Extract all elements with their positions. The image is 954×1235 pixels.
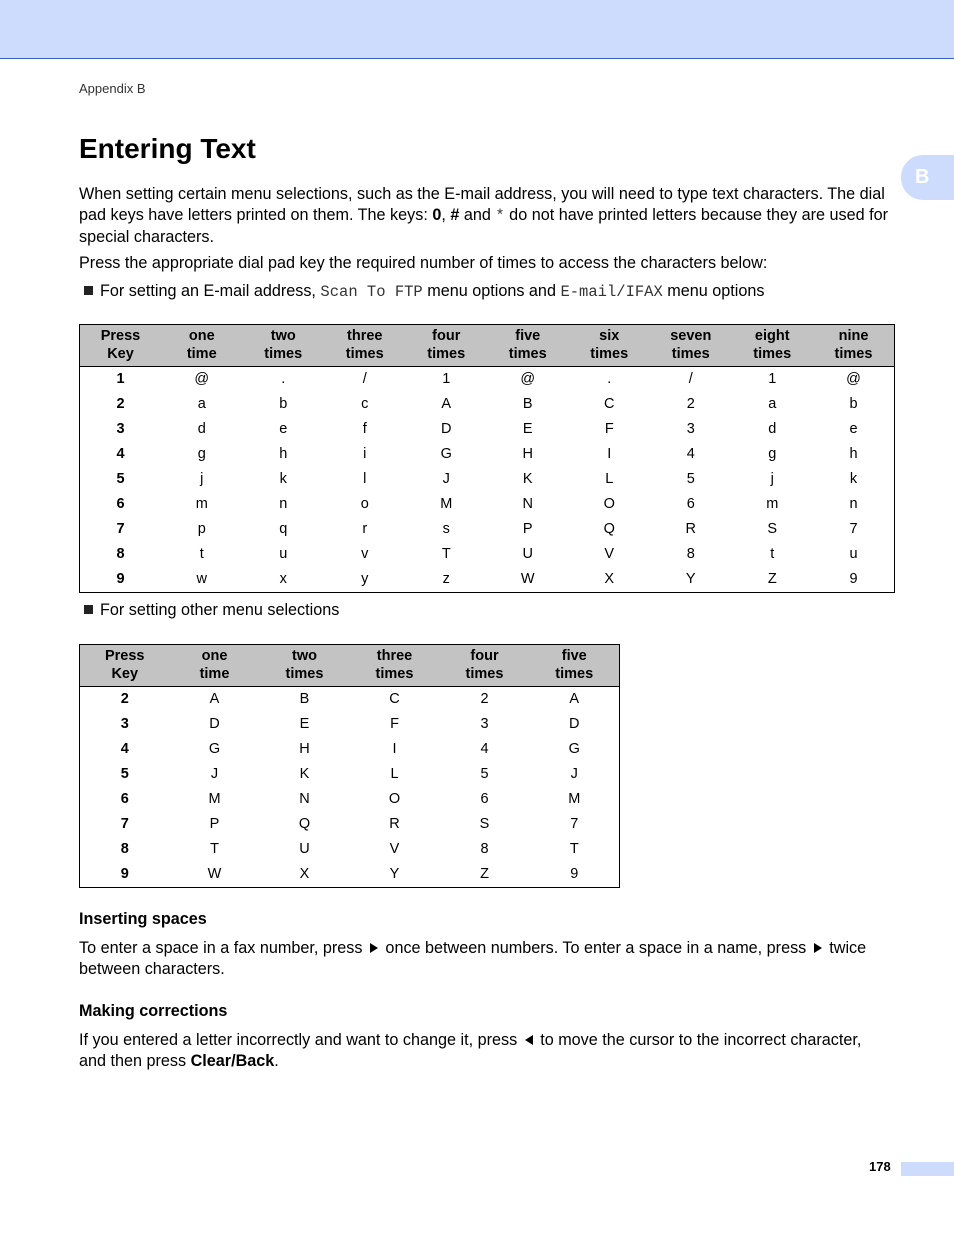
- key-0: 0: [432, 205, 442, 224]
- right-arrow-icon: [370, 943, 378, 953]
- header-band: [0, 0, 954, 59]
- square-bullet-icon: [84, 605, 93, 614]
- key-cell: 4: [116, 446, 125, 462]
- table-row: [80, 687, 620, 713]
- character-cell: j: [770, 471, 774, 487]
- character-cell: d: [768, 421, 777, 437]
- bullet-other: For setting other menu selections: [84, 600, 339, 620]
- character-cell: 3: [480, 716, 489, 732]
- character-cell: G: [440, 446, 452, 462]
- character-cell: k: [849, 471, 858, 487]
- character-cell: C: [389, 691, 400, 707]
- character-cell: b: [279, 396, 288, 412]
- character-cell: l: [363, 471, 367, 487]
- table-row: [80, 787, 620, 812]
- character-cell: S: [479, 816, 490, 832]
- character-cell: v: [361, 546, 369, 562]
- character-cell: V: [604, 546, 615, 562]
- column-header: three times: [324, 325, 406, 367]
- character-cell: S: [767, 521, 778, 537]
- bullet-email: For setting an E-mail address, Scan To FTP menu options and E-mail/IFAX menu options: [84, 281, 764, 302]
- character-cell: J: [570, 766, 578, 782]
- inserting-spaces-heading: Inserting spaces: [79, 910, 207, 928]
- character-cell: r: [362, 521, 368, 537]
- character-cell: 1: [442, 371, 451, 387]
- column-header: five times: [530, 645, 620, 687]
- character-cell: Q: [298, 816, 311, 832]
- character-cell: B: [522, 396, 533, 412]
- character-cell: 1: [768, 371, 777, 387]
- making-corrections-heading: Making corrections: [79, 1002, 228, 1020]
- character-cell: e: [849, 421, 858, 437]
- character-cell: T: [569, 841, 579, 857]
- left-arrow-icon: [525, 1035, 533, 1045]
- making-corrections-text: If you entered a letter incorrectly and want to change it, press to move the cursor to the incorrect character, and then press Clear/Back.: [79, 1031, 862, 1070]
- character-cell: 6: [686, 496, 695, 512]
- column-header: nine times: [813, 325, 895, 367]
- key-cell: 1: [116, 371, 125, 387]
- key-cell: 3: [116, 421, 125, 437]
- character-cell: J: [442, 471, 450, 487]
- key-cell: 8: [116, 546, 125, 562]
- character-cell: 3: [686, 421, 695, 437]
- character-cell: /: [688, 371, 693, 387]
- key-cell: 2: [116, 396, 125, 412]
- table-row: [80, 492, 895, 517]
- column-header: one time: [161, 325, 243, 367]
- character-cell: R: [389, 816, 400, 832]
- character-cell: X: [604, 571, 615, 587]
- inserting-spaces-text: To enter a space in a fax number, press once between numbers. To enter a space in a name, press twice between characters.: [79, 939, 867, 978]
- character-cell: q: [279, 521, 288, 537]
- character-cell: @: [846, 371, 861, 387]
- key-cell: 7: [116, 521, 125, 537]
- key-cell: 9: [116, 571, 125, 587]
- other-characters-table: [79, 644, 620, 888]
- key-cell: 4: [120, 741, 129, 757]
- character-cell: 6: [480, 791, 489, 807]
- character-cell: Y: [389, 866, 400, 882]
- character-cell: u: [279, 546, 288, 562]
- character-cell: x: [279, 571, 287, 587]
- email-characters-table: [79, 324, 895, 593]
- character-cell: M: [440, 496, 453, 512]
- character-cell: b: [849, 396, 858, 412]
- table-row: [80, 712, 620, 737]
- character-cell: 7: [570, 816, 579, 832]
- character-cell: 8: [480, 841, 489, 857]
- right-arrow-icon: [814, 943, 822, 953]
- key-cell: 3: [120, 716, 129, 732]
- table-row: [80, 737, 620, 762]
- character-cell: t: [199, 546, 204, 562]
- character-cell: m: [195, 496, 208, 512]
- character-cell: U: [299, 841, 310, 857]
- key-cell: 5: [120, 766, 129, 782]
- column-header: eight times: [732, 325, 814, 367]
- table-row: [80, 392, 895, 417]
- character-cell: n: [849, 496, 858, 512]
- appendix-tab: [901, 155, 954, 200]
- table-row: [80, 862, 620, 888]
- table-row: [80, 367, 895, 393]
- column-header: five times: [487, 325, 569, 367]
- clear-back-key: Clear/Back: [190, 1051, 275, 1070]
- appendix-tab-label: B: [915, 166, 930, 188]
- character-cell: c: [361, 396, 369, 412]
- character-cell: E: [522, 421, 533, 437]
- character-cell: F: [604, 421, 614, 437]
- character-cell: C: [604, 396, 615, 412]
- character-cell: H: [299, 741, 310, 757]
- character-cell: O: [603, 496, 615, 512]
- table-row: [80, 542, 895, 567]
- table-row: [80, 467, 895, 492]
- table-row: [80, 442, 895, 467]
- column-header: four times: [440, 645, 530, 687]
- menu-scan-to-ftp: Scan To FTP: [320, 283, 423, 301]
- column-header: Press Key: [80, 325, 162, 367]
- table-row: [80, 762, 620, 787]
- character-cell: T: [441, 546, 451, 562]
- key-star: *: [495, 206, 505, 225]
- square-bullet-icon: [84, 286, 93, 295]
- character-cell: O: [388, 791, 401, 807]
- table-row: [80, 417, 895, 442]
- character-cell: G: [568, 741, 580, 757]
- character-cell: Q: [603, 521, 615, 537]
- footer-bar: [901, 1162, 954, 1176]
- character-cell: Z: [767, 571, 777, 587]
- character-cell: J: [210, 766, 219, 782]
- character-cell: s: [442, 521, 450, 537]
- character-cell: .: [607, 371, 612, 387]
- character-cell: V: [389, 841, 400, 857]
- character-cell: L: [605, 471, 614, 487]
- character-cell: i: [363, 446, 367, 462]
- character-cell: w: [196, 571, 207, 587]
- character-cell: a: [197, 396, 206, 412]
- running-head: Appendix B: [79, 81, 146, 96]
- character-cell: /: [362, 371, 367, 387]
- column-header: six times: [569, 325, 651, 367]
- character-cell: E: [299, 716, 310, 732]
- character-cell: 4: [686, 446, 695, 462]
- character-cell: N: [522, 496, 533, 512]
- character-cell: f: [362, 421, 367, 437]
- character-cell: I: [392, 741, 397, 757]
- character-cell: P: [209, 816, 220, 832]
- column-header: seven times: [650, 325, 732, 367]
- character-cell: B: [299, 691, 310, 707]
- character-cell: K: [522, 471, 533, 487]
- character-cell: D: [209, 716, 220, 732]
- character-cell: T: [210, 841, 219, 857]
- character-cell: y: [361, 571, 369, 587]
- key-cell: 6: [120, 791, 129, 807]
- character-cell: L: [390, 766, 399, 782]
- menu-email-ifax: E-mail/IFAX: [560, 283, 663, 301]
- key-hash: #: [450, 205, 460, 224]
- character-cell: @: [520, 371, 536, 387]
- character-cell: 5: [686, 471, 695, 487]
- character-cell: X: [299, 866, 310, 882]
- character-cell: g: [197, 446, 206, 462]
- character-cell: 9: [849, 571, 858, 587]
- character-cell: W: [520, 571, 535, 587]
- character-cell: 4: [480, 741, 489, 757]
- character-cell: A: [569, 691, 580, 707]
- character-cell: h: [279, 446, 288, 462]
- character-cell: h: [849, 446, 858, 462]
- column-header: four times: [406, 325, 488, 367]
- character-cell: t: [770, 546, 775, 562]
- character-cell: D: [569, 716, 580, 732]
- character-cell: 2: [686, 396, 695, 412]
- instruction-paragraph: Press the appropriate dial pad key the required number of times to access the characters below:: [79, 254, 768, 272]
- character-cell: I: [607, 446, 612, 462]
- character-cell: W: [207, 866, 222, 882]
- intro-paragraph: When setting certain menu selections, such as the E-mail address, you will need to type text characters. The dial pad keys have letters printed on them. The keys: 0, # and * do not have printed letters because they are used for special characters.: [79, 185, 889, 246]
- character-cell: @: [194, 371, 210, 387]
- column-header: Press Key: [80, 645, 170, 687]
- character-cell: d: [197, 421, 206, 437]
- character-cell: 5: [480, 766, 489, 782]
- page-number: 178: [869, 1159, 891, 1174]
- column-header: three times: [350, 645, 440, 687]
- character-cell: M: [568, 791, 581, 807]
- table-row: [80, 517, 895, 542]
- column-header: two times: [243, 325, 325, 367]
- character-cell: Z: [480, 866, 489, 882]
- character-cell: m: [766, 496, 779, 512]
- character-cell: u: [849, 546, 858, 562]
- character-cell: 2: [480, 691, 489, 707]
- key-cell: 8: [120, 841, 129, 857]
- character-cell: P: [522, 521, 533, 537]
- character-cell: n: [279, 496, 288, 512]
- character-cell: A: [209, 691, 220, 707]
- character-cell: 9: [570, 866, 579, 882]
- key-cell: 7: [120, 816, 129, 832]
- character-cell: .: [281, 371, 286, 387]
- character-cell: K: [299, 766, 310, 782]
- key-cell: 2: [120, 691, 129, 707]
- character-cell: Y: [685, 571, 696, 587]
- character-cell: U: [522, 546, 533, 562]
- character-cell: N: [299, 791, 310, 807]
- character-cell: F: [390, 716, 399, 732]
- table-row: [80, 567, 895, 593]
- character-cell: R: [685, 521, 696, 537]
- character-cell: k: [279, 471, 287, 487]
- key-cell: 5: [116, 471, 125, 487]
- key-cell: 6: [116, 496, 125, 512]
- character-cell: D: [441, 421, 452, 437]
- page-title: Entering Text: [79, 133, 256, 164]
- character-cell: a: [768, 396, 777, 412]
- column-header: two times: [260, 645, 350, 687]
- key-cell: 9: [120, 866, 129, 882]
- character-cell: A: [441, 396, 452, 412]
- character-cell: e: [279, 421, 288, 437]
- character-cell: H: [522, 446, 533, 462]
- character-cell: 8: [686, 546, 695, 562]
- character-cell: o: [360, 496, 369, 512]
- table-row: [80, 837, 620, 862]
- table-row: [80, 812, 620, 837]
- character-cell: p: [197, 521, 206, 537]
- character-cell: z: [442, 571, 450, 587]
- character-cell: 7: [849, 521, 858, 537]
- character-cell: G: [208, 741, 221, 757]
- character-cell: g: [768, 446, 777, 462]
- character-cell: M: [208, 791, 221, 807]
- character-cell: j: [200, 471, 204, 487]
- column-header: one time: [170, 645, 260, 687]
